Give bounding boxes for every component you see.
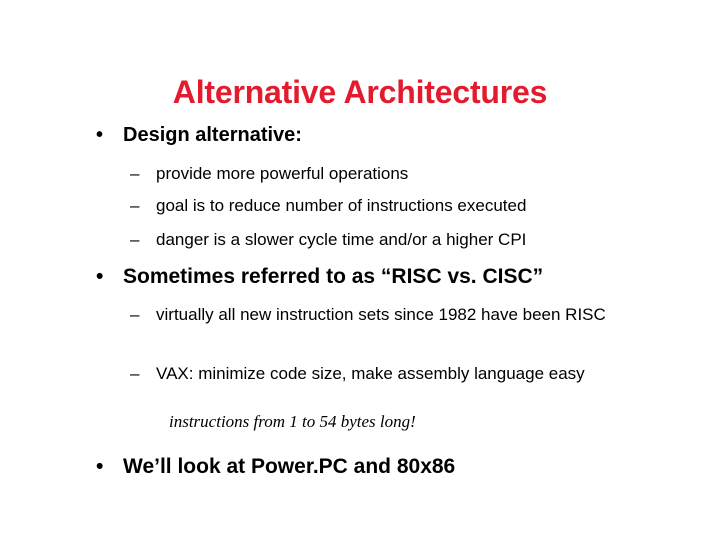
sub-item-text: goal is to reduce number of instructions executed <box>156 196 527 215</box>
italic-note: instructions from 1 to 54 bytes long! <box>169 412 416 431</box>
sub-item <box>130 302 625 327</box>
dash-marker: – <box>130 164 140 183</box>
sub-item-text: virtually all new instruction sets since 1982 have been RISC <box>156 305 606 324</box>
sub-item-text: danger is a slower cycle time and/or a higher CPI <box>156 230 527 249</box>
sub-item <box>130 193 630 218</box>
sub-item-text: VAX: minimize code size, make assembly language easy <box>156 364 585 383</box>
sub-item <box>130 161 630 186</box>
sub-item <box>130 361 610 386</box>
bullet-text: Sometimes referred to as “RISC vs. CISC” <box>123 265 544 288</box>
bullet-marker: • <box>96 265 104 288</box>
dash-marker: – <box>130 305 140 324</box>
dash-marker: – <box>130 364 140 383</box>
dash-marker: – <box>130 230 140 249</box>
sub-item-text: provide more powerful operations <box>156 164 409 183</box>
bullet-text: Design alternative: <box>123 124 302 146</box>
bullet-text: We’ll look at Power.PC and 80x86 <box>123 455 456 478</box>
bullet-marker: • <box>96 455 104 478</box>
dash-marker: – <box>130 196 140 215</box>
slide-title: Alternative Architectures <box>172 74 548 110</box>
sub-item <box>130 227 630 252</box>
bullet-marker: • <box>96 124 104 146</box>
